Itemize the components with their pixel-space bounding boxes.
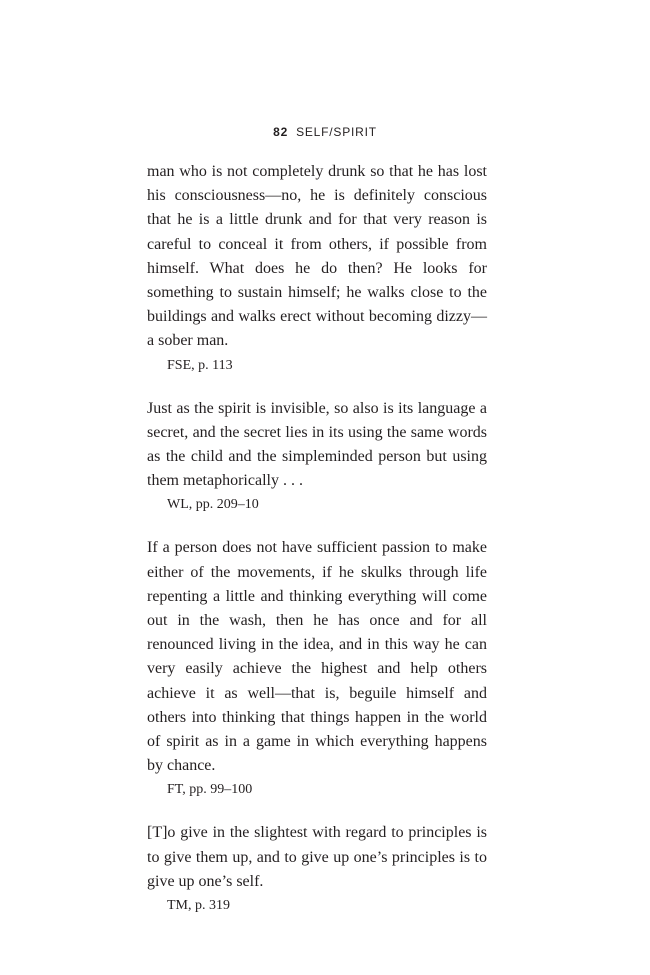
- body-text: [147, 160, 487, 937]
- quote-citation: FSE, p. 113: [167, 357, 233, 373]
- quote-text: man who is not completely drunk so that he has lost his consciousness—no, he is definitely conscious that he is a little drunk and for that very reason is careful to conceal it from others, if possible from himself. What does he do then? He looks for something to sustain himself; he walks close to the buildings and walks erect without becoming dizzy—a sober man.: [147, 163, 487, 350]
- running-head: [0, 125, 650, 139]
- quote-citation: TM, p. 319: [167, 898, 230, 914]
- quote-passage: [147, 160, 487, 376]
- quote-passage: [147, 536, 487, 800]
- section-title: SELF/SPIRIT: [296, 125, 377, 139]
- quote-citation: FT, pp. 99–100: [167, 782, 253, 798]
- quote-citation: WL, pp. 209–10: [167, 497, 259, 513]
- page-number: 82: [273, 125, 289, 139]
- quote-text: If a person does not have sufficient passion to make either of the movements, if he skulks through life repenting a little and thinking everything will come out in the wash, then he has once and for all renounced living in the idea, and in this way he can very easily achieve the highest and help others achieve it as well—that is, beguile himself and others into thinking that things happen in the world of spirit as in a game in which everything happens by chance.: [147, 539, 487, 775]
- quote-text: Just as the spirit is invisible, so also is its language a secret, and the secret lies in its using the same words as the child and the simpleminded person but using them metaphorically . . .: [147, 399, 487, 490]
- quote-passage: [147, 821, 487, 916]
- quote-text: [T]o give in the slightest with regard to principles is to give them up, and to give up one’s principles is to give up one’s self.: [147, 824, 487, 890]
- quote-passage: [147, 397, 487, 516]
